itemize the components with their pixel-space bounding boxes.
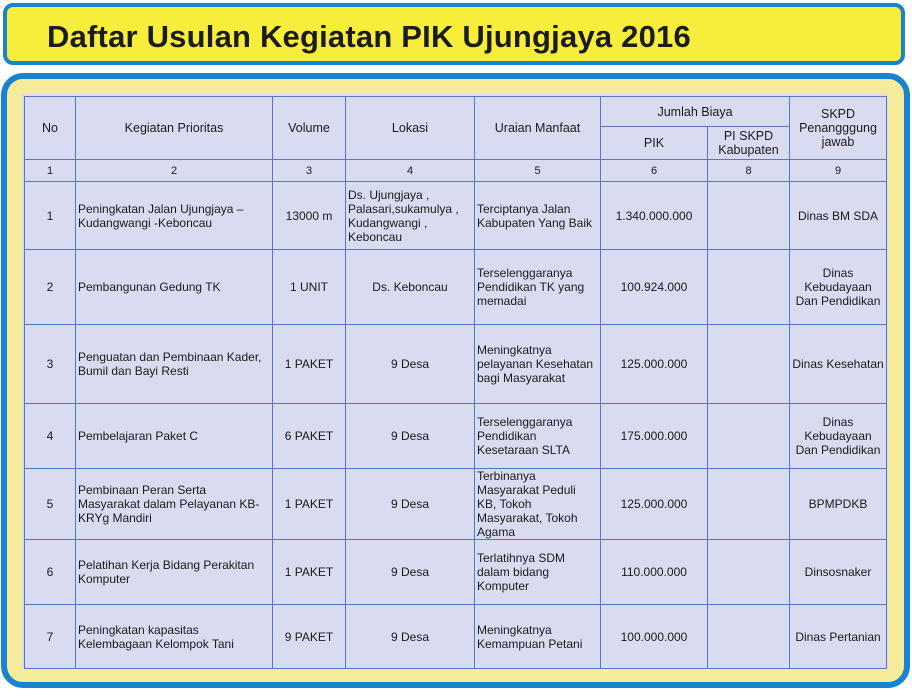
table-row bbox=[25, 325, 887, 404]
cell-pik: 175.000.000 bbox=[601, 404, 708, 469]
cell-kegiatan: Pelatihan Kerja Bidang Perakitan Komputer bbox=[76, 540, 273, 605]
header-no: No bbox=[25, 97, 76, 160]
cell-no: 5 bbox=[25, 469, 76, 540]
cell-pi-skpd bbox=[708, 325, 790, 404]
header-pik: PIK bbox=[601, 127, 708, 160]
cell-uraian: Terlatihnya SDM dalam bidang Komputer bbox=[475, 540, 601, 605]
column-number: 9 bbox=[790, 160, 887, 182]
cell-lokasi: 9 Desa bbox=[346, 605, 475, 669]
cell-pik: 100.924.000 bbox=[601, 250, 708, 325]
column-number: 2 bbox=[76, 160, 273, 182]
column-number-row bbox=[25, 160, 887, 182]
cell-uraian: Terselenggaranya Pendidikan TK yang memadai bbox=[475, 250, 601, 325]
title-banner bbox=[3, 3, 905, 65]
cell-lokasi: 9 Desa bbox=[346, 404, 475, 469]
header-jumlah-biaya: Jumlah Biaya bbox=[601, 97, 790, 127]
cell-pik: 110.000.000 bbox=[601, 540, 708, 605]
cell-kegiatan: Pembelajaran Paket C bbox=[76, 404, 273, 469]
header-skpd: SKPD Penangggung jawab bbox=[790, 97, 887, 160]
cell-kegiatan: Penguatan dan Pembinaan Kader, Bumil dan Bayi Resti bbox=[76, 325, 273, 404]
cell-pik: 125.000.000 bbox=[601, 469, 708, 540]
cell-pi-skpd bbox=[708, 540, 790, 605]
cell-skpd: Dinas Kebudayaan Dan Pendidikan bbox=[790, 404, 887, 469]
cell-pi-skpd bbox=[708, 182, 790, 250]
header-row bbox=[25, 97, 887, 127]
table-row bbox=[25, 605, 887, 669]
cell-lokasi: 9 Desa bbox=[346, 469, 475, 540]
cell-pik: 100.000.000 bbox=[601, 605, 708, 669]
column-number: 3 bbox=[273, 160, 346, 182]
cell-uraian: Terbinanya Masyarakat Peduli KB, Tokoh Masyarakat, Tokoh Agama bbox=[475, 469, 601, 540]
cell-kegiatan: Pembangunan Gedung TK bbox=[76, 250, 273, 325]
cell-skpd: Dinas Kebudayaan Dan Pendidikan bbox=[790, 250, 887, 325]
cell-skpd: Dinsosnaker bbox=[790, 540, 887, 605]
cell-pik: 1.340.000.000 bbox=[601, 182, 708, 250]
cell-pik: 125.000.000 bbox=[601, 325, 708, 404]
cell-volume: 13000 m bbox=[273, 182, 346, 250]
table-row bbox=[25, 404, 887, 469]
cell-pi-skpd bbox=[708, 469, 790, 540]
column-number: 1 bbox=[25, 160, 76, 182]
cell-no: 2 bbox=[25, 250, 76, 325]
cell-volume: 1 PAKET bbox=[273, 469, 346, 540]
column-number: 4 bbox=[346, 160, 475, 182]
cell-volume: 6 PAKET bbox=[273, 404, 346, 469]
column-number: 5 bbox=[475, 160, 601, 182]
cell-lokasi: Ds. Ujungjaya , Palasari,sukamulya , Kudangwangi , Keboncau bbox=[346, 182, 475, 250]
cell-skpd: Dinas Kesehatan bbox=[790, 325, 887, 404]
cell-kegiatan: Peningkatan kapasitas Kelembagaan Kelompok Tani bbox=[76, 605, 273, 669]
table-row bbox=[25, 250, 887, 325]
cell-pi-skpd bbox=[708, 404, 790, 469]
header-uraian: Uraian Manfaat bbox=[475, 97, 601, 160]
cell-no: 7 bbox=[25, 605, 76, 669]
header-lokasi: Lokasi bbox=[346, 97, 475, 160]
cell-uraian: Meningkatnya Kemampuan Petani bbox=[475, 605, 601, 669]
cell-no: 1 bbox=[25, 182, 76, 250]
column-number: 8 bbox=[708, 160, 790, 182]
cell-skpd: Dinas BM SDA bbox=[790, 182, 887, 250]
cell-pi-skpd bbox=[708, 250, 790, 325]
table-row bbox=[25, 540, 887, 605]
header-kegiatan: Kegiatan Prioritas bbox=[76, 97, 273, 160]
header-volume: Volume bbox=[273, 97, 346, 160]
cell-volume: 1 PAKET bbox=[273, 540, 346, 605]
cell-uraian: Meningkatnya pelayanan Kesehatan bagi Masyarakat bbox=[475, 325, 601, 404]
cell-volume: 1 UNIT bbox=[273, 250, 346, 325]
table-row bbox=[25, 182, 887, 250]
cell-kegiatan: Peningkatan Jalan Ujungjaya – Kudangwangi -Keboncau bbox=[76, 182, 273, 250]
cell-skpd: BPMPDKB bbox=[790, 469, 887, 540]
cell-lokasi: 9 Desa bbox=[346, 325, 475, 404]
cell-no: 4 bbox=[25, 404, 76, 469]
cell-kegiatan: Pembinaan Peran Serta Masyarakat dalam Pelayanan KB-KRYg Mandiri bbox=[76, 469, 273, 540]
cell-uraian: Terciptanya Jalan Kabupaten Yang Baik bbox=[475, 182, 601, 250]
column-number: 6 bbox=[601, 160, 708, 182]
cell-lokasi: 9 Desa bbox=[346, 540, 475, 605]
header-pi-skpd: PI SKPD Kabupaten bbox=[708, 127, 790, 160]
cell-uraian: Terselenggaranya Pendidikan Kesetaraan SLTA bbox=[475, 404, 601, 469]
cell-skpd: Dinas Pertanian bbox=[790, 605, 887, 669]
cell-volume: 1 PAKET bbox=[273, 325, 346, 404]
table-row bbox=[25, 469, 887, 540]
cell-lokasi: Ds. Keboncau bbox=[346, 250, 475, 325]
proposal-table bbox=[24, 96, 887, 669]
cell-volume: 9 PAKET bbox=[273, 605, 346, 669]
cell-no: 3 bbox=[25, 325, 76, 404]
page-title: Daftar Usulan Kegiatan PIK Ujungjaya 2016 bbox=[47, 19, 691, 54]
cell-no: 6 bbox=[25, 540, 76, 605]
cell-pi-skpd bbox=[708, 605, 790, 669]
